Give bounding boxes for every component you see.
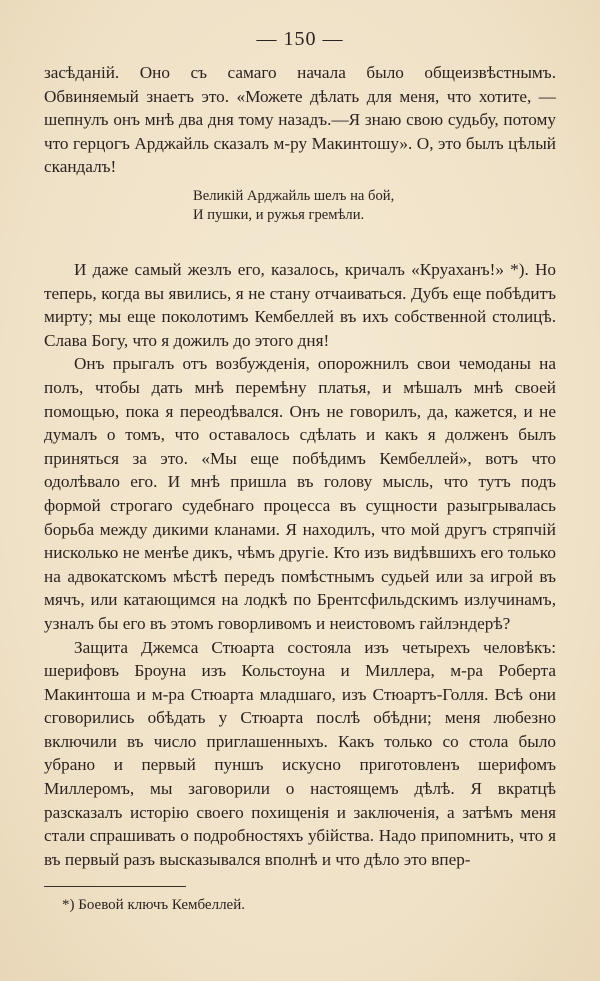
page-number: — 150 — <box>256 28 344 50</box>
verse-line-2: И пушки, и ружья гремѣли. <box>193 207 365 223</box>
verse-quote <box>193 187 493 225</box>
paragraph-3: Защита Джемса Стюарта состояла изъ четырехъ человѣкъ: шерифовъ Броуна изъ Кольстоуна и Миллера, м-ра Роберта Макинтоша и м-ра Стюарта младшаго, изъ Стюартъ-Голля. Всѣ они сговорились обѣдать у Стюарта послѣ обѣдни; меня любезно включили въ число приглашенныхъ. Какъ только со стола было убрано и первый пуншъ искусно приготовленъ шерифомъ Миллеромъ, мы заговорили о настоящемъ дѣлѣ. Я вкратцѣ разсказалъ исторію своего похищенія и заключенія, а затѣмъ меня стали спрашивать о подробностяхъ убійства. Надо припомнить, что я въ первый разъ высказывался вполнѣ и что дѣло это впер- <box>44 637 556 869</box>
main-text <box>44 258 556 871</box>
footnote-divider <box>44 886 186 887</box>
paragraph-continued: засѣданій. Оно съ самаго начала было общеизвѣстнымъ. Обвиняемый знаетъ это. «Можете дѣлать для меня, что хотите, — шепнулъ онъ мнѣ два дня тому назадъ.—Я знаю свою судьбу, потому что герцогъ Арджайль сказалъ м-ру Макинтошу». О, это былъ цѣлый скандалъ! <box>44 63 556 177</box>
footnote: *) Боевой ключъ Кембеллей. <box>62 897 245 913</box>
paragraph-2: Онъ прыгалъ отъ возбужденія, опорожнилъ свои чемоданы на полъ, чтобы дать мнѣ перемѣну платья, и мѣшалъ мнѣ своей помощью, пока я переодѣвался. Онъ не говорилъ, да, кажется, и не думалъ о томъ, что оставалось сдѣлать и какъ я долженъ былъ приняться за это. «Мы еще побѣдимъ Кембеллей», вотъ что одолѣвало его. И мнѣ пришла въ голову мысль, что тутъ подъ формой строгаго судебнаго процесса въ сущности разыгрывалась борьба между дикими кланами. Я находилъ, что мой другъ стряпчій нисколько не менѣе дикъ, чѣмъ другіе. Кто изъ видѣвшихъ его только на адвокатскомъ мѣстѣ передъ помѣстнымъ судьей или за игрой въ мячъ, или катающимся на лодкѣ по Брентсфильдскимъ излучинамъ, узналъ бы его въ этомъ говорливомъ и неистовомъ гайлэндерѣ? <box>44 354 556 633</box>
paragraph-1: И даже самый жезлъ его, казалось, кричалъ «Круаханъ!» *). Но теперь, когда вы явились, я не стану отчаиваться. Дубъ еще побѣдитъ мирту; мы еще поколотимъ Кембеллей въ ихъ собственной столицѣ. Слава Богу, что я дожилъ до этого дня! <box>44 260 556 350</box>
verse-line-1: Великій Арджайль шелъ на бой, <box>193 188 395 204</box>
continued-text <box>44 61 556 179</box>
